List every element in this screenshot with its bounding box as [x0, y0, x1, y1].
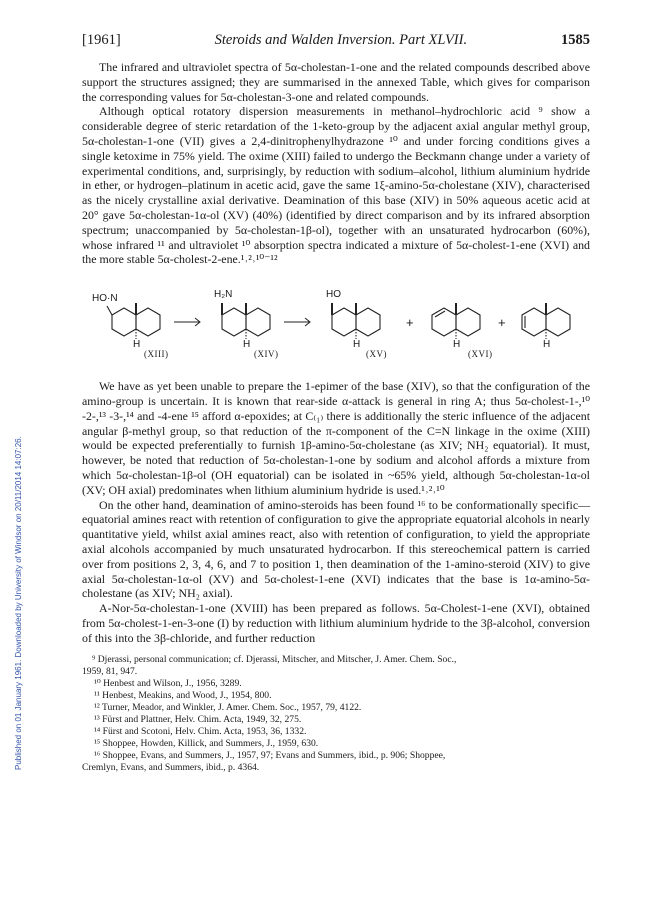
article-title: Steroids and Walden Inversion. Part XLVII. — [214, 32, 468, 48]
paragraph-rotatory-dispersion: Although optical rotatory dispersion measurements in methanol–hydrochloric acid ⁹ show a considerable degree of steric retardation of the 1-keto-group by the adjacent axial angular methyl group, 5α-cholestan-1-one (VII) gives a 2,4-dinitrophenylhydrazone ¹⁰ and under forcing conditions gives a single ketoxime in 75% yield. The oxime (XIII) failed to undergo the Beckmann change under a variety of experimental conditions, and, surprisingly, by reduction with sodium–alcohol, lithium aluminium hydride in ether, or hydrogen–platinum in acetic acid, gave the same 1ξ-amino-5α-cholestane (XIV), characterised as the nicely crystalline axial derivative. Deamination of this base (XIV) in 50% aqueous acetic acid at 20° gave 5α-cholestan-1α-ol (XV) (40%) (identified by direct comparison and by its infrared absorption spectrum; unaccompanied by 5α-cholestan-1β-ol), together with an unsaturated hydrocarbon (60%), whose infrared ¹¹ and ultraviolet ¹⁰ absorption spectra indicated a mixture of 5α-cholest-1-ene (XVI) and the more stable 5α-cholest-2-ene.¹˒²˒¹⁰⁻¹² — [82, 104, 590, 267]
footnote-10: ¹⁰ Henbest and Wilson, J., 1956, 3289. — [94, 677, 242, 689]
reaction-scheme — [82, 273, 590, 371]
footnote-12: ¹² Turner, Meador, and Winkler, J. Amer. Chem. Soc., 1957, 79, 4122. — [94, 701, 362, 713]
paragraph-spectra: The infrared and ultraviolet spectra of 5α-cholestan-1-one and the related compounds described above support the structures assigned; they are summarised in the annexed Table, which gives for comparison the corresponding values for 5α-cholestan-3-one and related compounds. — [82, 60, 590, 104]
structure-cholest-2-ene — [522, 303, 570, 339]
footnote-16-continued: Cremlyn, Evans, and Summers, ibid., p. 4364. — [82, 761, 260, 773]
label-hydroxyimino: HO·N — [92, 293, 118, 305]
plus-sign-2: + — [498, 315, 506, 331]
compound-label-xiv: (XIV) — [254, 349, 279, 360]
footnote-16: ¹⁶ Shoppee, Evans, and Summers, J., 1957, 97; Evans and Summers, ibid., p. 906; Shoppee, — [94, 749, 446, 761]
footnote-15: ¹⁵ Shoppee, Howden, Killick, and Summers, J., 1959, 630. — [94, 737, 319, 749]
label-h-cholest-2-ene: H — [543, 339, 551, 351]
structure-xvi — [432, 303, 480, 339]
journal-year: [1961] — [82, 32, 121, 48]
page-number: 1585 — [560, 32, 590, 48]
structure-xv — [332, 303, 380, 339]
structure-xiv — [222, 303, 270, 339]
structure-xiii — [107, 303, 160, 339]
footnote-11: ¹¹ Henbest, Meakins, and Wood, J., 1954, 800. — [94, 689, 272, 701]
label-h-xvi: H — [453, 339, 461, 351]
label-h-xiv: H — [243, 339, 251, 351]
arrow-2 — [284, 318, 310, 326]
label-amino: H₂N — [214, 289, 233, 301]
label-h-xv: H — [353, 339, 361, 351]
label-h-xiii: H — [133, 339, 141, 351]
compound-label-xvi: (XVI) — [468, 349, 493, 360]
footnote-13: ¹³ Fürst and Plattner, Helv. Chim. Acta, 1949, 32, 275. — [94, 713, 302, 725]
arrow-1 — [174, 318, 200, 326]
footnotes — [82, 654, 590, 774]
paragraph-a-nor: A-Nor-5α-cholestan-1-one (XVIII) has been prepared as follows. 5α-Cholest-1-ene (XVI), obtained from 5α-cholest-1-en-3-one (I) by reduction with lithium aluminium hydride to the 3β-alcohol, conversion of this into the 3β-chloride, and further reduction — [82, 601, 590, 645]
plus-sign-1: + — [406, 315, 414, 331]
label-hydroxy: HO — [326, 289, 341, 301]
footnote-14: ¹⁴ Fürst and Scotoni, Helv. Chim. Acta, 1953, 36, 1332. — [94, 725, 307, 737]
footnote-9: ⁹ Djerassi, personal communication; cf. Djerassi, Mitscher, and Mitscher, J. Amer. Chem. Soc., — [92, 653, 457, 665]
paragraph-configuration: We have as yet been unable to prepare the 1-epimer of the base (XIV), so that the configuration of the amino-group is uncertain. It is known that rear-side α-attack is general in ring A; thus 5α-cholest-1-,¹⁰ -2-,¹³ -3-,¹⁴ and -4-ene ¹⁵ afford α-epoxides; at C₍₁₎ there is additionally the steric influence of the adjacent angular β-methyl group, so that reduction of the π-component of the C=N linkage in the oxime (XIII) would be expected preferentially to furnish 1β-amino-5α-cholestane (as XIV; NH₂ equatorial). It must, however, be noted that reduction of 5α-cholestan-1-one by sodium and alcohol affords a mixture from which 5α-cholestan-1β-ol (OH equatorial) can be isolated in ~65% yield, although 5α-cholestan-1α-ol (XV; OH axial) predominates when lithium aluminium hydride is used.¹˒²˒¹⁰ — [82, 379, 590, 497]
compound-label-xv: (XV) — [366, 349, 387, 360]
paragraph-deamination: On the other hand, deamination of amino-steroids has been found ¹⁶ to be conformationally specific—equatorial amines react with retention of configuration to give the appropriate equatorial alcohols in nearly quantitative yield, whilst axial amines react, also with retention of configuration, to yield the appropriate axial alcohols accompanied by much unsaturated hydrocarbon. If this stereochemical pattern is carried over from positions 2, 3, 4, 6, and 7 to position 1, then deamination of the 1-amino-steroid (XIV) to give axial 5α-cholestan-1α-ol (XV) and 5α-cholest-1-ene (XVI) indicates that the base is 1α-amino-5α-cholestane (as XIV; NH₂ axial). — [82, 497, 590, 601]
compound-label-xiii: (XIII) — [144, 349, 169, 360]
download-watermark-text: Published on 01 January 1961. Downloaded by University of Windsor on 20/11/2014 14:07:26. — [14, 436, 23, 770]
download-watermark — [2, 150, 23, 770]
page-content — [82, 32, 590, 774]
running-head — [82, 32, 590, 49]
footnote-9-continued: 1959, 81, 947. — [82, 665, 138, 677]
